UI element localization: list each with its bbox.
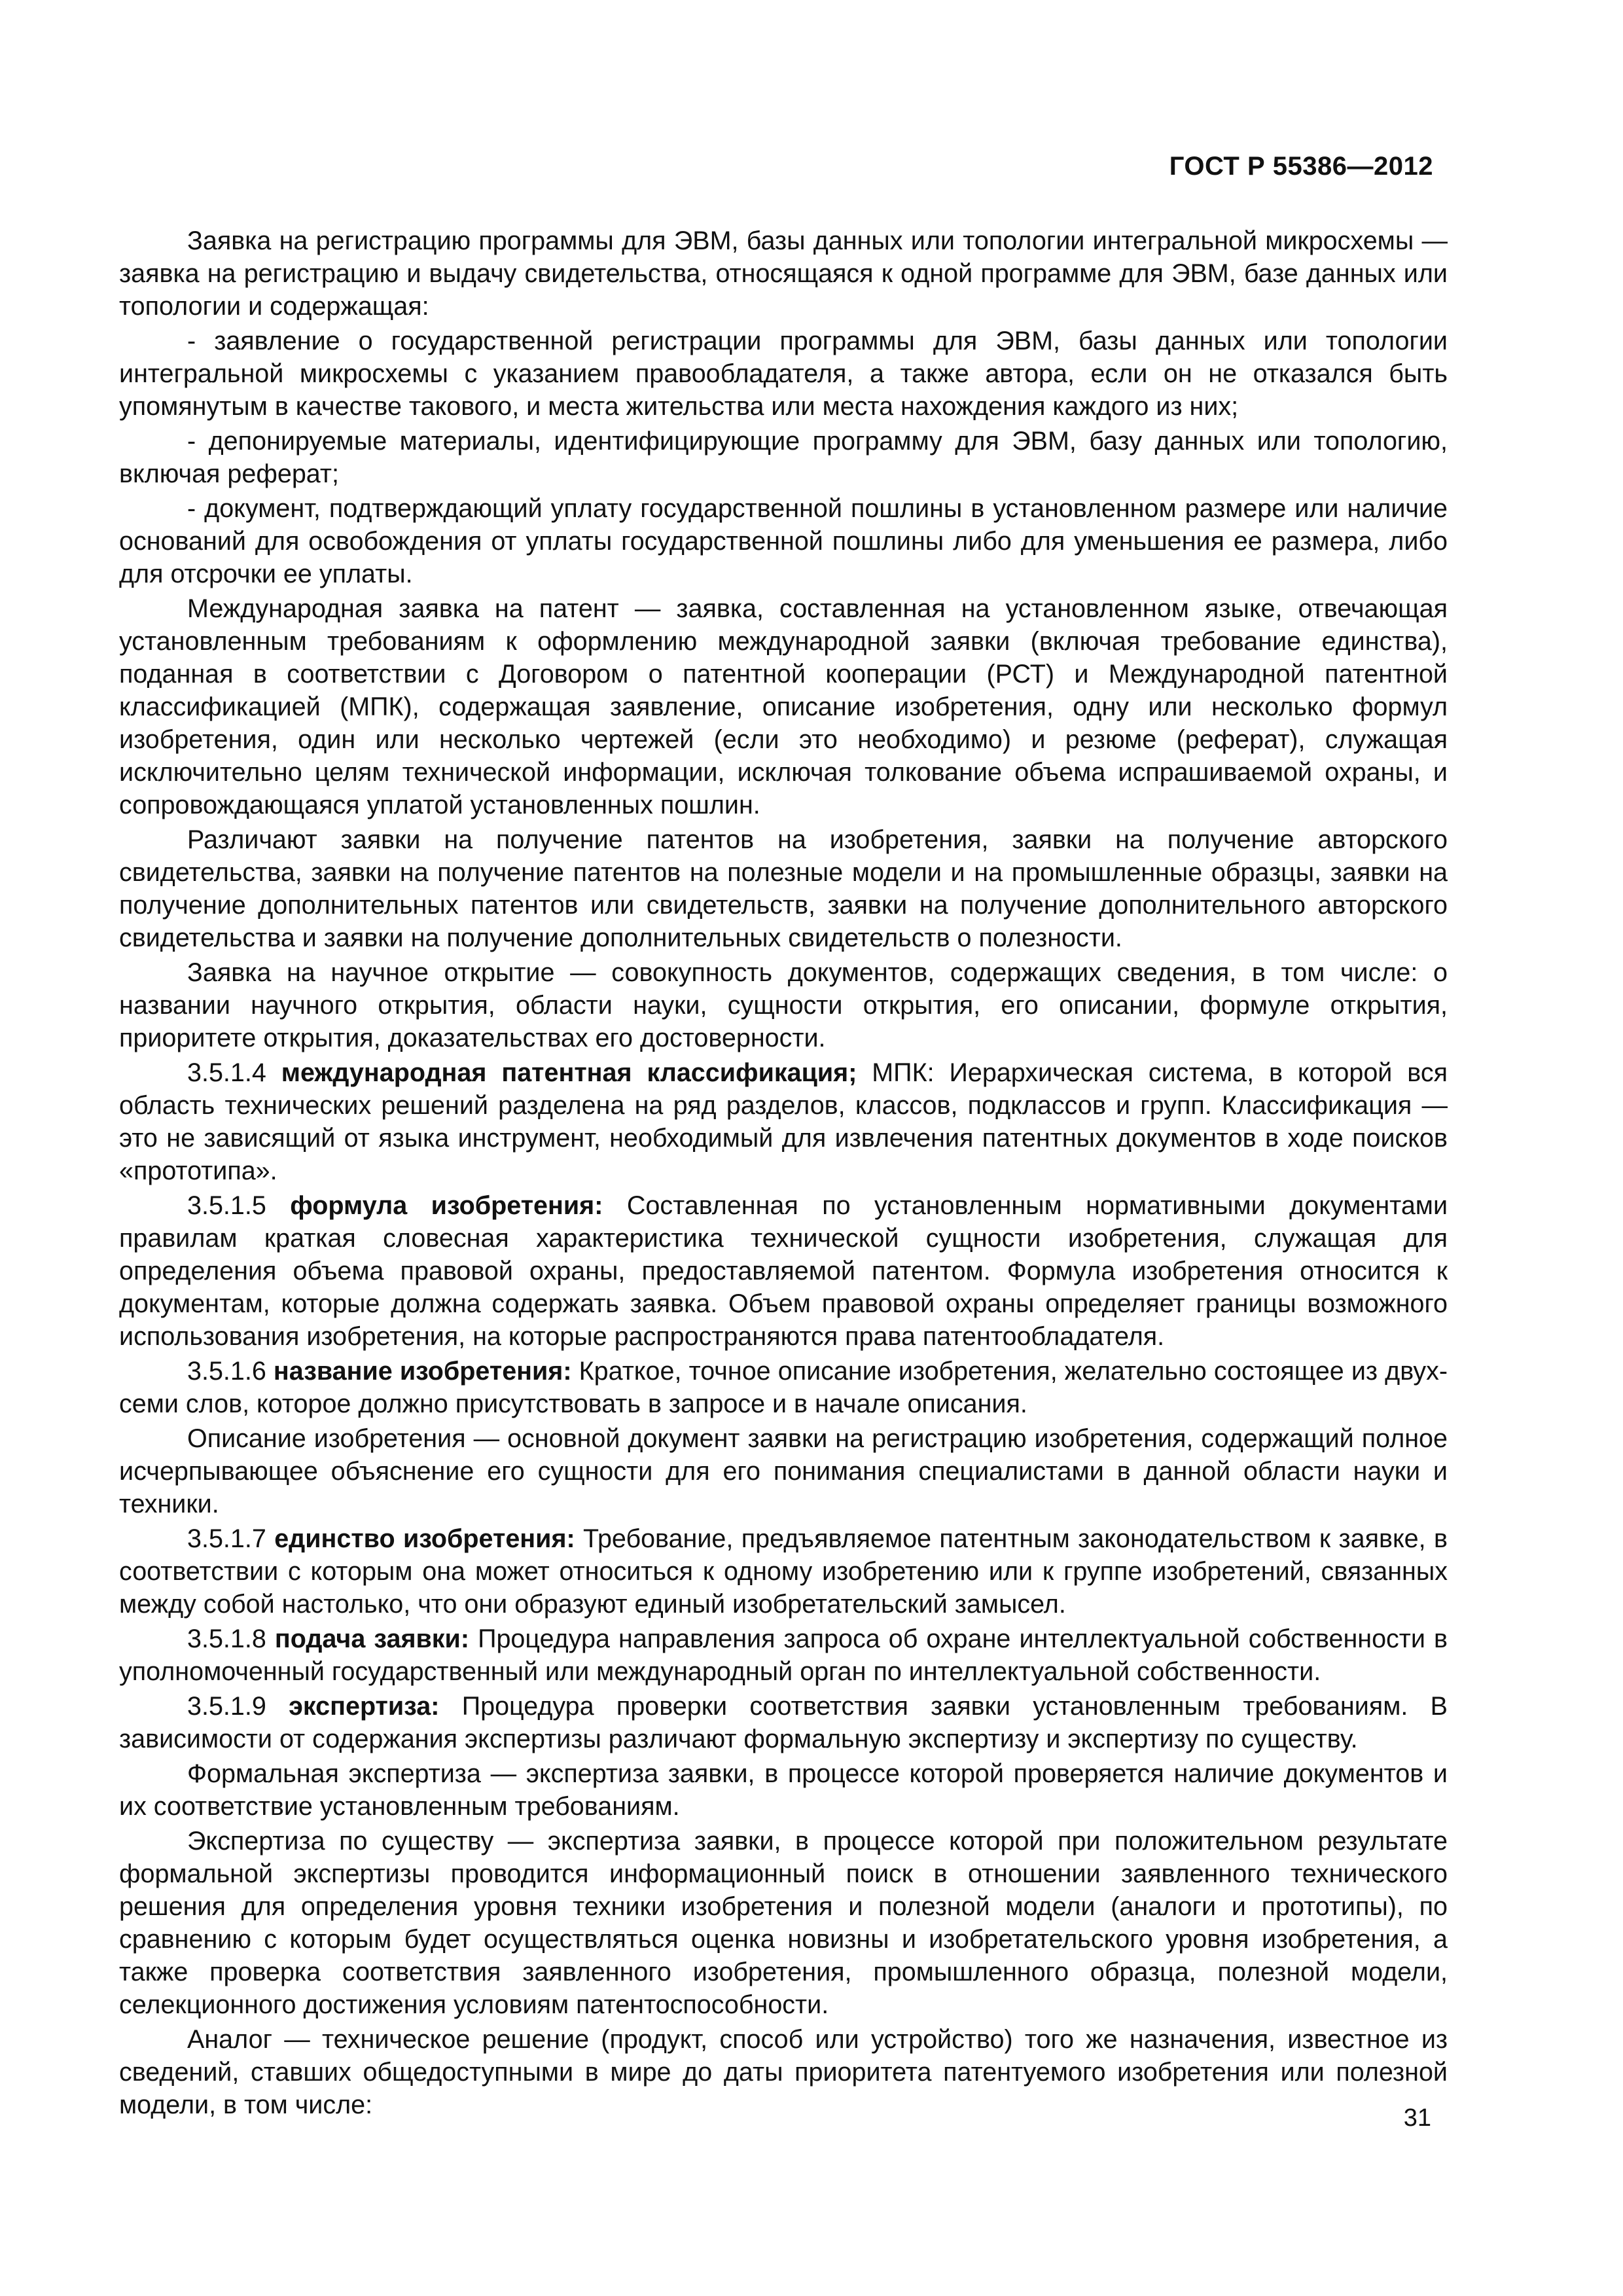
paragraph-text: - депонируемые материалы, идентифицирующие программу для ЭВМ, базу данных или топологию, включая реферат; <box>119 427 1448 488</box>
page-number: 31 <box>1403 2104 1431 2132</box>
list-item <box>119 425 1448 490</box>
paragraph <box>119 1422 1448 1520</box>
paragraph <box>119 1757 1448 1823</box>
term: международная патентная классификация; <box>281 1058 857 1087</box>
term: подача заявки: <box>274 1624 469 1653</box>
clause-number: 3.5.1.5 <box>187 1191 266 1220</box>
paragraph-text: Экспертиза по существу — экспертиза заявки, в процессе которой при положительном результате формальной экспертизы проводится информационный поиск в отношении заявленного технического решения для определения уровня техники изобретения и полезной модели (аналоги и прототипы), по сравнению с которым будет осуществляться оценка новизны и изобретательского уровня изобретения, а также проверка соответствия заявленного изобретения, промышленного образца, полезной модели, селекционного достижения условиям патентоспособности. <box>119 1827 1448 2019</box>
definition-3-5-1-7 <box>119 1522 1448 1621</box>
paragraph <box>119 2023 1448 2121</box>
paragraph-text: Описание изобретения — основной документ заявки на регистрацию изобретения, содержащий полное исчерпывающее объяснение его сущности для его понимания специалистами в данной области науки и техники. <box>119 1424 1448 1518</box>
definition-3-5-1-9 <box>119 1690 1448 1755</box>
paragraph-text: Аналог — техническое решение (продукт, способ или устройство) того же назначения, известное из сведений, ставших общедоступными в мире до даты приоритета патентуемого изобретения или полезной модели, в том числе: <box>119 2025 1448 2119</box>
definition-text: МПК: Иерархическая система, в которой вся область технических решений разделена на ряд разделов, классов, подклассов и групп. Классификация — это не зависящий от языка инструмент, необходимый для извлечения патентных документов в ходе поисков «прототипа». <box>119 1058 1448 1185</box>
term: название изобретения: <box>273 1357 572 1386</box>
paragraph-text: Различают заявки на получение патентов на изобретения, заявки на получение авторского свидетельства, заявки на получение патентов на полезные модели и на промышленные образцы, заявки на получение дополнительных патентов или свидетельств, заявки на получение дополнительного авторского свидетельства и заявки на получение дополнительных свидетельств о полезности. <box>119 825 1448 952</box>
paragraph-text: Заявка на регистрацию программы для ЭВМ, базы данных или топологии интегральной микросхемы — заявка на регистрацию и выдачу свидетельства, относящаяся к одной программе для ЭВМ, базе данных или топологии и содержащая: <box>119 226 1448 321</box>
definition-3-5-1-5 <box>119 1189 1448 1353</box>
term: формула изобретения: <box>290 1191 603 1220</box>
paragraph-text: Заявка на научное открытие — совокупность документов, содержащих сведения, в том числе: о названии научного открытия, области науки, сущности открытия, его описании, формуле открытия, приоритете открытия, доказательствах его достоверности. <box>119 958 1448 1052</box>
paragraph <box>119 1825 1448 2021</box>
paragraph <box>119 956 1448 1054</box>
definition-text: Процедура направления запроса об охране интеллектуальной собственности в уполномоченный государственный или международный орган по интеллектуальной собственности. <box>119 1624 1448 1686</box>
term: экспертиза: <box>289 1692 440 1721</box>
clause-number: 3.5.1.4 <box>187 1058 266 1087</box>
clause-number: 3.5.1.8 <box>187 1624 266 1653</box>
paragraph <box>119 592 1448 821</box>
definition-text: Процедура проверки соответствия заявки установленным требованиям. В зависимости от содержания экспертизы различают формальную экспертизу и экспертизу по существу. <box>119 1692 1448 1753</box>
standard-code: ГОСТ Р 55386—2012 <box>1169 152 1433 181</box>
paragraph <box>119 224 1448 323</box>
paragraph-text: Формальная экспертиза — экспертиза заявки, в процессе которой проверяется наличие документов и их соответствие установленным требованиям. <box>119 1759 1448 1821</box>
definition-3-5-1-6 <box>119 1355 1448 1420</box>
paragraph-text: - документ, подтверждающий уплату государственной пошлины в установленном размере или наличие оснований для освобождения от уплаты государственной пошлины либо для уменьшения ее размера, либо для отсрочки ее уплаты. <box>119 494 1448 588</box>
clause-number: 3.5.1.6 <box>187 1357 266 1386</box>
definition-3-5-1-4 <box>119 1056 1448 1187</box>
definition-3-5-1-8 <box>119 1623 1448 1688</box>
definition-text: Требование, предъявляемое патентным законодательством к заявке, в соответствии с которым она может относиться к одному изобретению или к группе изобретений, связанных между собой настолько, что они образуют единый изобретательский замысел. <box>119 1524 1448 1619</box>
list-item <box>119 492 1448 590</box>
paragraph-text: Международная заявка на патент — заявка, составленная на установленном языке, отвечающая установленным требованиям к оформлению международной заявки (включая требование единства), поданная в соответствии с Договором о патентной кооперации (РСТ) и Международной патентной классификацией (МПК), содержащая заявление, описание изобретения, одну или несколько формул изобретения, один или несколько чертежей (если это необходимо) и резюме (реферат), служащая исключительно целям технической информации, исключая толкование объема испрашиваемой охраны, и сопровождающаяся уплатой установленных пошлин. <box>119 594 1448 819</box>
clause-number: 3.5.1.9 <box>187 1692 266 1721</box>
paragraph <box>119 823 1448 954</box>
definition-text: Краткое, точное описание изобретения, желательно состоящее из двух-семи слов, которое должно присутствовать в запросе и в начале описания. <box>119 1357 1448 1418</box>
document-body <box>119 224 1448 2123</box>
clause-number: 3.5.1.7 <box>187 1524 266 1553</box>
term: единство изобретения: <box>274 1524 575 1553</box>
definition-text: Составленная по установленным нормативными документами правилам краткая словесная характеристика технической сущности изобретения, служащая для определения объема правовой охраны, предоставляемой патентом. Формула изобретения относится к документам, которые должна содержать заявка. Объем правовой охраны определяет границы возможного использования изобретения, на которые распространяются права патентообладателя. <box>119 1191 1448 1351</box>
paragraph-text: - заявление о государственной регистрации программы для ЭВМ, базы данных или топологии интегральной микросхемы с указанием правообладателя, а также автора, если он не отказался быть упомянутым в качестве такового, и места жительства или места нахождения каждого из них; <box>119 327 1448 421</box>
list-item <box>119 325 1448 423</box>
